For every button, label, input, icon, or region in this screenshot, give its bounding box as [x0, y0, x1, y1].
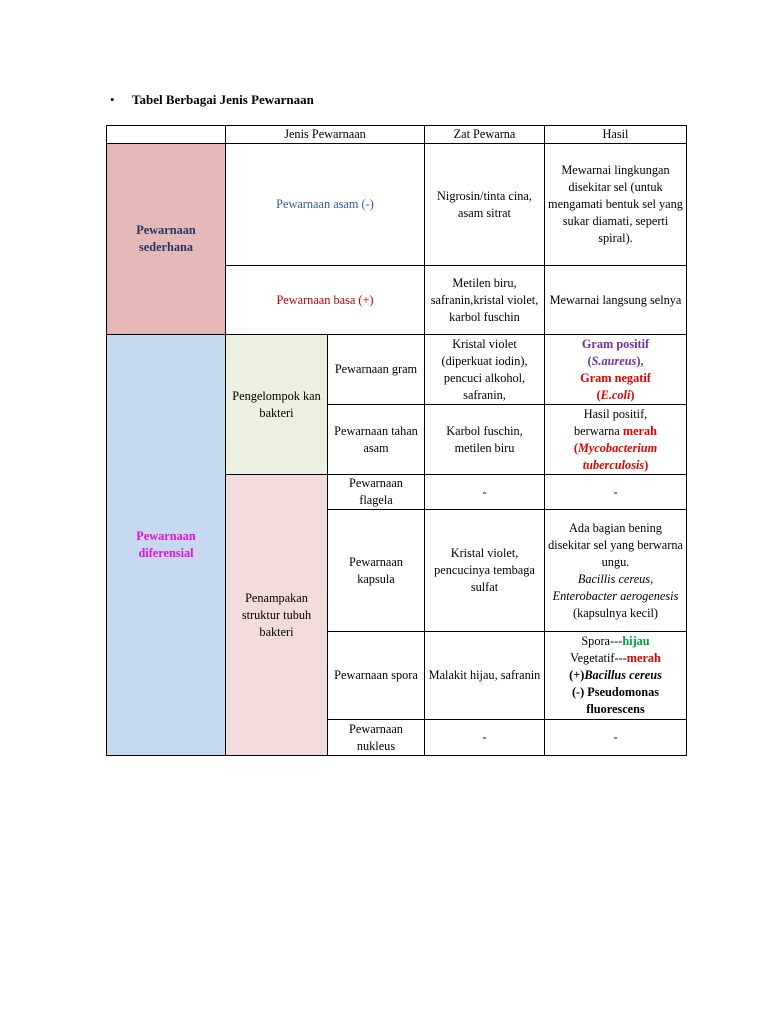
header-hasil: Hasil	[545, 126, 687, 144]
table-header-row	[107, 126, 687, 144]
gram-positif: Gram positif	[581, 336, 650, 351]
header-jenis: Jenis Pewarnaan	[226, 126, 425, 144]
vegetatif-color: merah	[626, 651, 661, 665]
bullet-icon: •	[110, 92, 115, 107]
gram-negatif-org: E.coli	[600, 387, 631, 402]
jenis-flagela: Pewarnaan flagela	[328, 475, 425, 510]
jenis-spora: Pewarnaan spora	[328, 632, 425, 720]
gram-negatif: Gram negatif	[580, 370, 651, 385]
group-sederhana: Pewarnaan sederhana	[107, 144, 226, 335]
jenis-tahan-asam: Pewarnaan tahan asam	[328, 405, 425, 475]
header-empty-cell	[107, 126, 226, 144]
spora-neg-org: (-) Pseudomonas fluorescens	[571, 685, 660, 716]
tahan-asam-color: merah	[622, 423, 657, 438]
table-row-asam	[107, 144, 687, 266]
kapsula-org-2: Enterobacter aerogenesis	[552, 588, 679, 603]
zat-kapsula: Kristal violet, pencucinya tembaga sulfat	[425, 510, 545, 632]
hasil-kapsula: Ada bagian bening disekitar sel yang berwarna ungu. Bacillis cereus, Enterobacter aerogenesis (kapsulnya kecil)	[545, 510, 687, 632]
hasil-tahan-asam: Hasil positif, berwarna merah (Mycobacterium tuberculosis)	[545, 405, 687, 475]
gram-positif-org: S.aureus	[591, 353, 637, 368]
zat-nukleus: -	[425, 720, 545, 756]
spora-color: hijau	[622, 634, 650, 648]
zat-flagela: -	[425, 475, 545, 510]
jenis-kapsula: Pewarnaan kapsula	[328, 510, 425, 632]
zat-gram: Kristal violet (diperkuat iodin), pencuci alkohol, safranin,	[425, 335, 545, 405]
jenis-asam: Pewarnaan asam (-)	[226, 144, 425, 266]
header-zat: Zat Pewarna	[425, 126, 545, 144]
group-diferensial: Pewarnaan diferensial	[107, 335, 226, 756]
zat-tahan-asam: Karbol fuschin, metilen biru	[425, 405, 545, 475]
heading-title: Tabel Berbagai Jenis Pewarnaan	[132, 92, 314, 107]
zat-basa: Metilen biru, safranin,kristal violet, karbol fuschin	[425, 266, 545, 335]
hasil-basa: Mewarnai langsung selnya	[545, 266, 687, 335]
tahan-asam-org: Mycobacterium tuberculosis	[577, 440, 658, 472]
group-penampakan: Penampakan struktur tubuh bakteri	[226, 475, 328, 756]
hasil-gram: Gram positif (S.aureus), Gram negatif (E.coli)	[545, 335, 687, 405]
jenis-basa: Pewarnaan basa (+)	[226, 266, 425, 335]
group-pengelompokan: Pengelompok kan bakteri	[226, 335, 328, 475]
jenis-nukleus: Pewarnaan nukleus	[328, 720, 425, 756]
jenis-gram: Pewarnaan gram	[328, 335, 425, 405]
spora-pos-org: Bacillus cereus	[584, 668, 662, 682]
hasil-spora: Spora---hijau Vegetatif---merah (+)Bacillus cereus (-) Pseudomonas fluorescens	[545, 632, 687, 720]
hasil-nukleus: -	[545, 720, 687, 756]
staining-table	[106, 125, 687, 756]
zat-asam: Nigrosin/tinta cina, asam sitrat	[425, 144, 545, 266]
zat-spora: Malakit hijau, safranin	[425, 632, 545, 720]
kapsula-org-1: Bacillis cereus,	[577, 571, 654, 586]
table-heading	[110, 92, 314, 108]
table-row-gram	[107, 335, 687, 405]
hasil-flagela: -	[545, 475, 687, 510]
hasil-asam: Mewarnai lingkungan disekitar sel (untuk mengamati bentuk sel yang sukar diamati, seperti spiral).	[545, 144, 687, 266]
